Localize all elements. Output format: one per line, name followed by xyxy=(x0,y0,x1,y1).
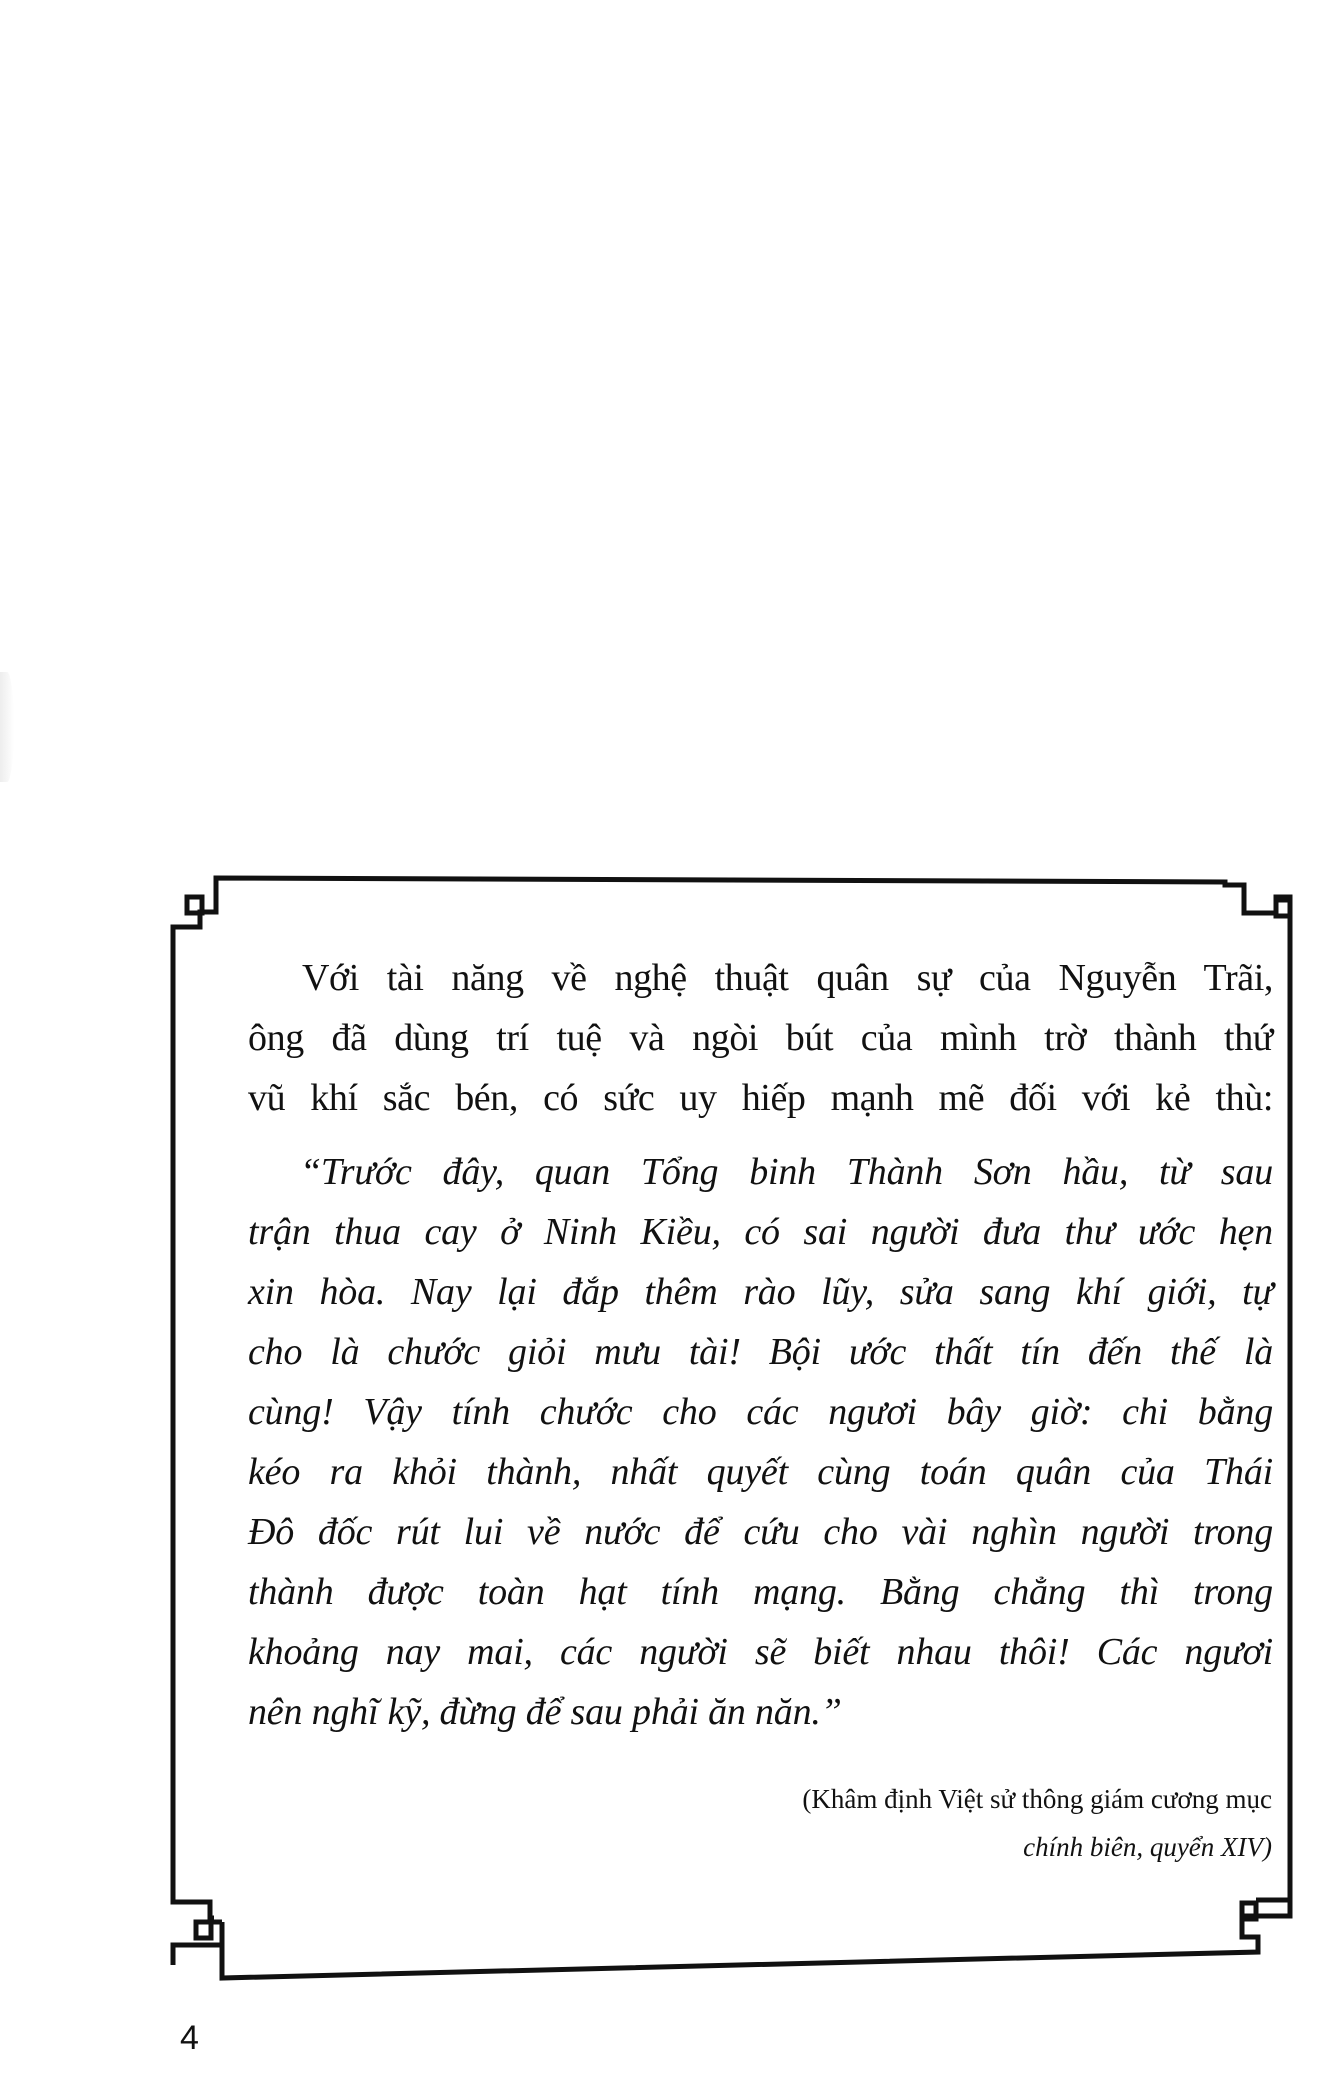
frame-corner-knot-bottom-right xyxy=(1242,1903,1256,1919)
page-number: 4 xyxy=(180,2019,199,2057)
quote-line: cho là chước giỏi mưu tài! Bội ước thất tín đến thế là xyxy=(248,1331,1273,1373)
source-citation xyxy=(802,1775,1272,1871)
quote-line: “Trước đây, quan Tổng binh Thành Sơn hầu, từ sau xyxy=(300,1151,1273,1193)
quote-line: cùng! Vậy tính chước cho các ngươi bây giờ: chi bằng xyxy=(248,1391,1273,1433)
citation-line-2: chính biên, quyển XIV) xyxy=(1023,1832,1272,1862)
quote-line: Đô đốc rút lui về nước để cứu cho vài nghìn người trong xyxy=(248,1511,1273,1553)
framed-passage xyxy=(248,948,1273,1742)
citation-line-1: (Khâm định Việt sử thông giám cương mục xyxy=(802,1784,1272,1814)
quote-line: nên nghĩ kỹ, đừng để sau phải ăn năn.” xyxy=(248,1691,842,1733)
quote-line: khoảng nay mai, các người sẽ biết nhau thôi! Các ngươi xyxy=(248,1631,1273,1673)
frame-corner-knot-top-right xyxy=(1276,900,1290,916)
scan-artifact xyxy=(0,672,14,782)
frame-corner-knot-bottom-left xyxy=(196,1922,211,1938)
intro-line: Với tài năng về nghệ thuật quân sự của Nguyễn Trãi, xyxy=(302,957,1273,999)
frame-corner-knot-top-left xyxy=(187,897,202,913)
intro-paragraph xyxy=(248,948,1273,1128)
quote-line: kéo ra khỏi thành, nhất quyết cùng toán quân của Thái xyxy=(248,1451,1273,1493)
intro-line: vũ khí sắc bén, có sức uy hiếp mạnh mẽ đối với kẻ thù: xyxy=(248,1077,1273,1119)
intro-line: ông đã dùng trí tuệ và ngòi bút của mình trờ thành thứ xyxy=(248,1017,1273,1059)
quote-line: trận thua cay ở Ninh Kiều, có sai người đưa thư ước hẹn xyxy=(248,1211,1273,1253)
quote-paragraph xyxy=(248,1142,1273,1742)
quote-line: thành được toàn hạt tính mạng. Bằng chẳng thì trong xyxy=(248,1571,1273,1613)
quote-line: xin hòa. Nay lại đắp thêm rào lũy, sửa sang khí giới, tự xyxy=(248,1271,1273,1313)
